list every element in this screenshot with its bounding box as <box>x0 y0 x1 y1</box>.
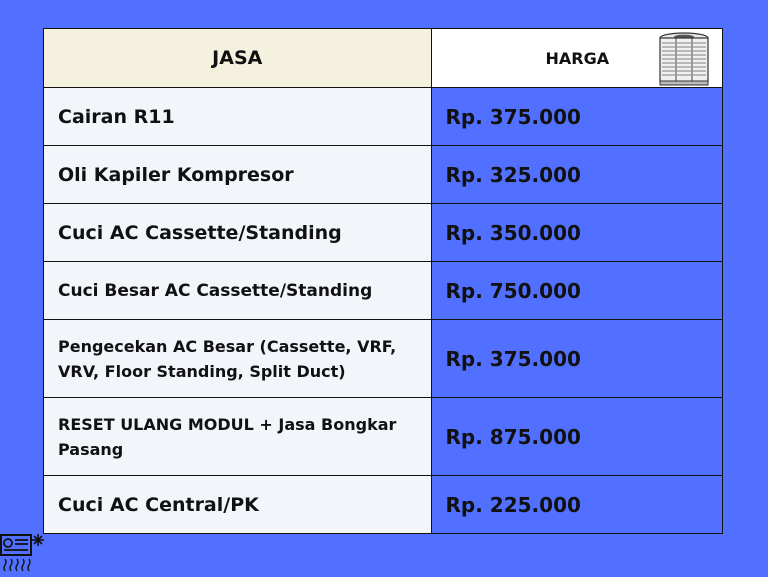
table-row <box>44 398 723 476</box>
table-row <box>44 262 723 320</box>
price-cell: Rp. 225.000 <box>431 476 722 534</box>
table-row <box>44 320 723 398</box>
table-row <box>44 88 723 146</box>
price-cell: Rp. 350.000 <box>431 204 722 262</box>
table-header-row <box>44 29 723 88</box>
service-cell: Pengecekan AC Besar (Cassette, VRF, VRV, Floor Standing, Split Duct) <box>44 320 432 398</box>
price-table <box>43 28 723 534</box>
service-cell: Oli Kapiler Kompresor <box>44 146 432 204</box>
price-cell: Rp. 375.000 <box>431 88 722 146</box>
price-cell: Rp. 875.000 <box>431 398 722 476</box>
header-harga-label: HARGA <box>545 48 610 68</box>
service-cell: Cuci AC Central/PK <box>44 476 432 534</box>
price-cell: Rp. 325.000 <box>431 146 722 204</box>
service-cell: Cuci AC Cassette/Standing <box>44 204 432 262</box>
table-row <box>44 204 723 262</box>
price-cell: Rp. 750.000 <box>431 262 722 320</box>
price-cell: Rp. 375.000 <box>431 320 722 398</box>
air-conditioner-icon <box>0 533 46 577</box>
service-cell: Cuci Besar AC Cassette/Standing <box>44 262 432 320</box>
header-harga <box>431 29 722 88</box>
header-jasa: JASA <box>44 29 432 88</box>
ac-outdoor-unit-icon <box>656 31 712 87</box>
service-cell: Cairan R11 <box>44 88 432 146</box>
table-row <box>44 146 723 204</box>
service-cell: RESET ULANG MODUL + Jasa Bongkar Pasang <box>44 398 432 476</box>
table-row <box>44 476 723 534</box>
